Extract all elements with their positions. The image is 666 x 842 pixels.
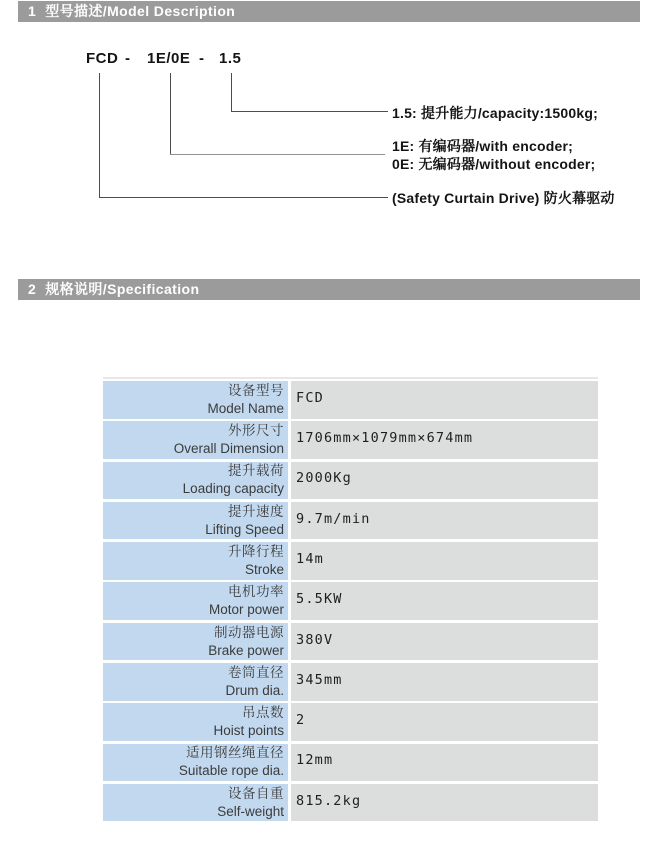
value-cell [291,381,598,419]
label-cn: 设备型号 [228,382,284,398]
label-en: Hoist points [213,723,284,739]
value-text: 5.5KW [296,591,343,608]
callout-with-encoder: 1E: 有编码器/with encoder; [392,138,573,154]
table-row-model-name [103,381,598,419]
value-text: 1706mm×1079mm×674mm [296,430,474,447]
table-row-lifting-speed [103,502,598,540]
label-cell [103,703,288,741]
callout-capacity: 1.5: 提升能力/capacity:1500kg; [392,105,598,121]
value-cell [291,462,598,500]
table-row-suitable-rope-dia [103,744,598,782]
label-cn: 外形尺寸 [228,423,284,439]
table-row-overall-dimension [103,421,598,459]
value-text: FCD [296,389,324,406]
label-en: Overall Dimension [173,441,284,457]
connector-line-vertical-15 [231,73,232,111]
value-text: 2000Kg [296,470,352,487]
label-cell [103,623,288,661]
table-row-stroke [103,542,598,580]
label-cell [103,744,288,782]
model-code-part: 1.5 [219,50,242,67]
label-cell [103,502,288,540]
model-code-part: 1E/0E [147,50,191,67]
connector-line-horizontal-1e0e [170,154,385,155]
label-cell [103,381,288,419]
value-cell [291,663,598,701]
model-code-separator: - [125,50,131,67]
value-cell [291,744,598,782]
table-row-drum-dia [103,663,598,701]
model-code-part: FCD [86,50,119,67]
callout-safety-curtain: (Safety Curtain Drive) 防火幕驱动 [392,190,615,206]
value-cell [291,542,598,580]
label-en: Stroke [244,561,284,577]
label-cell [103,784,288,822]
label-en: Model Name [207,400,284,416]
label-en: Suitable rope dia. [178,763,284,779]
value-text: 14m [296,550,324,567]
label-cell [103,582,288,620]
connector-line-vertical-fcd [99,73,100,197]
section-title: 型号描述/Model Description [45,3,236,19]
table-row-brake-power [103,623,598,661]
label-cn: 卷筒直径 [228,664,284,680]
label-cn: 适用钢丝绳直径 [186,745,284,761]
value-text: 2 [296,712,306,729]
value-text: 380V [296,631,334,648]
value-cell [291,582,598,620]
value-cell [291,703,598,741]
label-en: Self-weight [217,803,284,819]
table-row-self-weight [103,784,598,822]
value-text: 345mm [296,671,343,688]
spec-table [103,377,598,824]
callout-without-encoder: 0E: 无编码器/without encoder; [392,156,596,172]
value-cell [291,784,598,822]
label-en: Lifting Speed [205,521,284,537]
label-en: Brake power [208,642,284,658]
label-en: Motor power [208,602,284,618]
section-number: 2 [28,281,37,297]
value-cell [291,502,598,540]
label-cn: 提升载荷 [228,463,284,479]
label-cell [103,462,288,500]
label-cn: 电机功率 [228,584,284,600]
label-cell [103,663,288,701]
label-en: Loading capacity [182,481,284,497]
value-text: 9.7m/min [296,510,371,527]
label-cn: 设备自重 [228,785,284,801]
section-header-model-description [18,1,640,22]
label-cell [103,542,288,580]
label-cn: 制动器电源 [214,624,284,640]
label-en: Drum dia. [225,682,284,698]
value-cell [291,623,598,661]
value-cell [291,421,598,459]
section-title: 规格说明/Specification [45,281,200,297]
table-row-motor-power [103,582,598,620]
connector-line-vertical-1e0e [170,73,171,155]
table-row-hoist-points [103,703,598,741]
table-row-loading-capacity [103,462,598,500]
label-cn: 升降行程 [228,543,284,559]
label-cn: 吊点数 [242,705,284,721]
value-text: 12mm [296,752,334,769]
section-number: 1 [28,3,37,19]
label-cell [103,421,288,459]
connector-line-horizontal-fcd [99,197,388,198]
section-header-specification [18,279,640,300]
connector-line-horizontal-15 [231,111,388,112]
label-cn: 提升速度 [228,503,284,519]
model-code-separator: - [199,50,205,67]
value-text: 815.2kg [296,792,362,809]
